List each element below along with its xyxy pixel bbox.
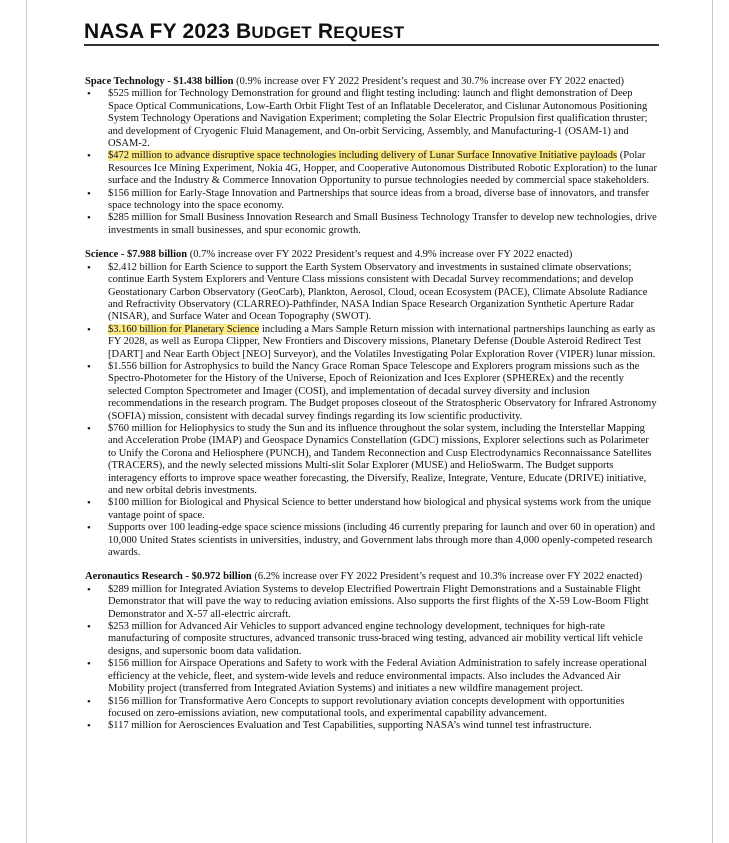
section-name: Space Technology - $1.438 billion — [85, 76, 234, 87]
section-heading — [85, 571, 659, 583]
list-item — [85, 621, 659, 658]
section-name: Aeronautics Research - $0.972 billion — [85, 571, 252, 583]
bullet-text: $1.556 billion for Astrophysics to build the Nancy Grace Roman Space Telescope and Explorers program missions such as the Spectro-Photometer for the History of the Universe, Epoch of Reionization and Ices Explorer (SPHEREx) and the recently selected Compton Spectrometer and Imager (COSI), and implementation of decadal survey diversity and inclusion recommendations in the research program. The Budget proposes closeout of the Stratospheric Observatory for Infrared Astronomy (SOFIA) mission, consistent with decadal survey findings regarding its low scientific productivity. — [108, 360, 657, 422]
bullet-text: $156 million for Early-Stage Innovation and Partnerships that source ideas from a broad, diverse base of innovators, and transfer space technology into the space economy. — [108, 187, 650, 212]
bullet-text: $156 million for Airspace Operations and Safety to work with the Federal Aviation Administration to safely increase operational efficiency at the vehicle, fleet, and system-wide levels and reduce environmental impacts. Also includes the Advanced Air Mobility project (transferred from Integrated Aviation Systems) and initiates a new wildfire management project. — [108, 658, 647, 695]
section-aeronautics-research — [85, 571, 659, 732]
list-item — [85, 423, 659, 497]
list-item — [85, 696, 659, 721]
bullet-text: $117 million for Aerosciences Evaluation and Test Capabilities, supporting NASA’s wind tunnel test infrastructure. — [108, 720, 592, 732]
list-item — [85, 658, 659, 695]
bullet-text: $289 million for Integrated Aviation Systems to develop Electrified Powertrain Flight Demonstrations and a Sustainable Flight Demonstrator that will pave the way to reducing aviation emissions. Also supports the first flights of the X-59 Low-Boom Flight Demonstrator and X-57 all-electric aircraft. — [108, 583, 649, 620]
document-body — [85, 76, 659, 745]
bullet-list — [85, 584, 659, 733]
list-item — [85, 497, 659, 522]
page-border-right — [712, 0, 713, 843]
title-part-3: R — [311, 20, 334, 43]
bullet-text: $156 million for Transformative Aero Concepts to support revolutionary aviation concepts development with opportunities focused on zero-emissions aviation, new computational tools, and experimental capability advancement. — [108, 695, 625, 719]
list-item — [85, 584, 659, 621]
section-heading — [85, 76, 659, 88]
bullet-text: $285 million for Small Business Innovation Research and Small Business Technology Transfer to develop new technologies, drive investments in small businesses, and spur economic growth. — [108, 212, 657, 236]
section-science — [85, 249, 659, 559]
section-heading — [85, 249, 659, 261]
list-item — [85, 88, 659, 150]
bullet-text: including a Mars Sample Return mission with international partnerships launching as early as FY 2028, as well as Europa Clipper, New Frontiers and Discovery missions, Planetary Defense (Double Asteroid Redirect Test [DART] and Near Earth Object [NEO] Surveyor), and the Volatiles Investigating Polar Exploration Rover (VIPER) lunar mission. — [108, 323, 656, 360]
list-item — [85, 212, 659, 237]
section-name: Science - $7.988 billion — [85, 249, 188, 261]
bullet-text: $525 million for Technology Demonstration for ground and flight testing including: launch and flight demonstration of Deep Space Optical Communications, Low-Earth Orbit Flight Test of an Inflatable Decelerator, and Cislunar Autonomous Positioning System Technology Operations and Navigation Experiment; completing the Solar Electric Propulsion first qualification thruster; and development of Cryogenic Fluid Management, and On-orbit Servicing, Assembly, and Manufacturing-1 (OSAM-1) and OSAM-2. — [108, 88, 648, 150]
bullet-text: $760 million for Heliophysics to study the Sun and its influence throughout the solar system, including the Interstellar Mapping and Acceleration Probe (IMAP) and Geospace Dynamics Constellation (GDC) missions, Explorer selections such as Polarimeter to Unify the Corona and Heliosphere (PUNCH), and Tandem Reconnection and Cusp Electrodynamics Reconnaissance Satellites (TRACERS), and the newly selected missions Multi-slit Solar Explorer (MUSE) and HelioSwarm. The Budget supports interagency efforts to improve space weather forecasting, the Diversify, Realize, Integrate, Venture, Educate (DRIVE) initiative, and new orbital debris investments. — [108, 422, 652, 496]
list-item — [85, 720, 659, 732]
list-item — [85, 522, 659, 559]
section-summary: (6.2% increase over FY 2022 President’s request and 10.3% increase over FY 2022 enacted) — [251, 571, 643, 583]
list-item — [85, 188, 659, 213]
list-item — [85, 361, 659, 423]
title-part-1: NASA FY 2023 B — [84, 20, 252, 43]
bullet-text: (Polar Resources Ice Mining Experiment, Nokia 4G, Hopper, and Cooperative Autonomous Distributed Robotic Exploration) to the lunar surface and the Industry & Commerce Innovation Opportunity to pursue technologies needed by commercial space stakeholders. — [108, 150, 657, 187]
bullet-list — [85, 262, 659, 560]
highlighted-text: $472 million to advance disruptive space technologies including delivery of Lunar Surface Innovative Initiative payloads — [108, 150, 618, 162]
bullet-text: Supports over 100 leading-edge space science missions (including 46 currently preparing for launch and over 60 in operation) and 10,000 United States scientists in universities, industry, and Government labs through more than 4,000 openly-competed research awards. — [108, 522, 656, 559]
bullet-list — [85, 88, 659, 237]
title-part-2: UDGET — [251, 23, 312, 42]
highlighted-text: $3.160 billion for Planetary Science — [108, 323, 260, 335]
bullet-text: $2.412 billion for Earth Science to support the Earth System Observatory and investments in sustained climate observations; continue Earth System Explorers and Venture Class missions consistent with Decadal Survey recommendations; and develop Geostationary Carbon Observatory (GeoCarb), Plankton, Aerosol, Cloud, ocean Ecosystem (PACE), Climate Absolute Radiance and Refractivity Observatory (CLARREO)-Pathfinder, NASA Indian Space Research Organization Synthetic Aperture Radar (NISAR), and Surface Water and Ocean Topography (SWOT). — [108, 261, 648, 323]
list-item — [85, 150, 659, 187]
list-item — [85, 324, 659, 361]
title-part-4: EQUEST — [333, 23, 405, 42]
document-title — [84, 20, 404, 44]
section-summary: (0.7% increase over FY 2022 President’s request and 4.9% increase over FY 2022 enacted) — [187, 249, 573, 261]
section-summary: (0.9% increase over FY 2022 President’s request and 30.7% increase over FY 2022 enacted) — [233, 76, 625, 87]
page-border-left — [26, 0, 27, 843]
bullet-text: $100 million for Biological and Physical Science to better understand how biological and physical systems work from the unique vantage point of space. — [108, 497, 651, 521]
bullet-text: $253 million for Advanced Air Vehicles to support advanced engine technology development, techniques for high-rate manufacturing of composite structures, advanced transonic truss-braced wing testing, advanced air mobility vertical lift vehicle designs, and supersonic boom data validation. — [108, 621, 643, 657]
section-space-technology — [85, 76, 659, 237]
title-underline — [84, 44, 659, 46]
list-item — [85, 262, 659, 324]
